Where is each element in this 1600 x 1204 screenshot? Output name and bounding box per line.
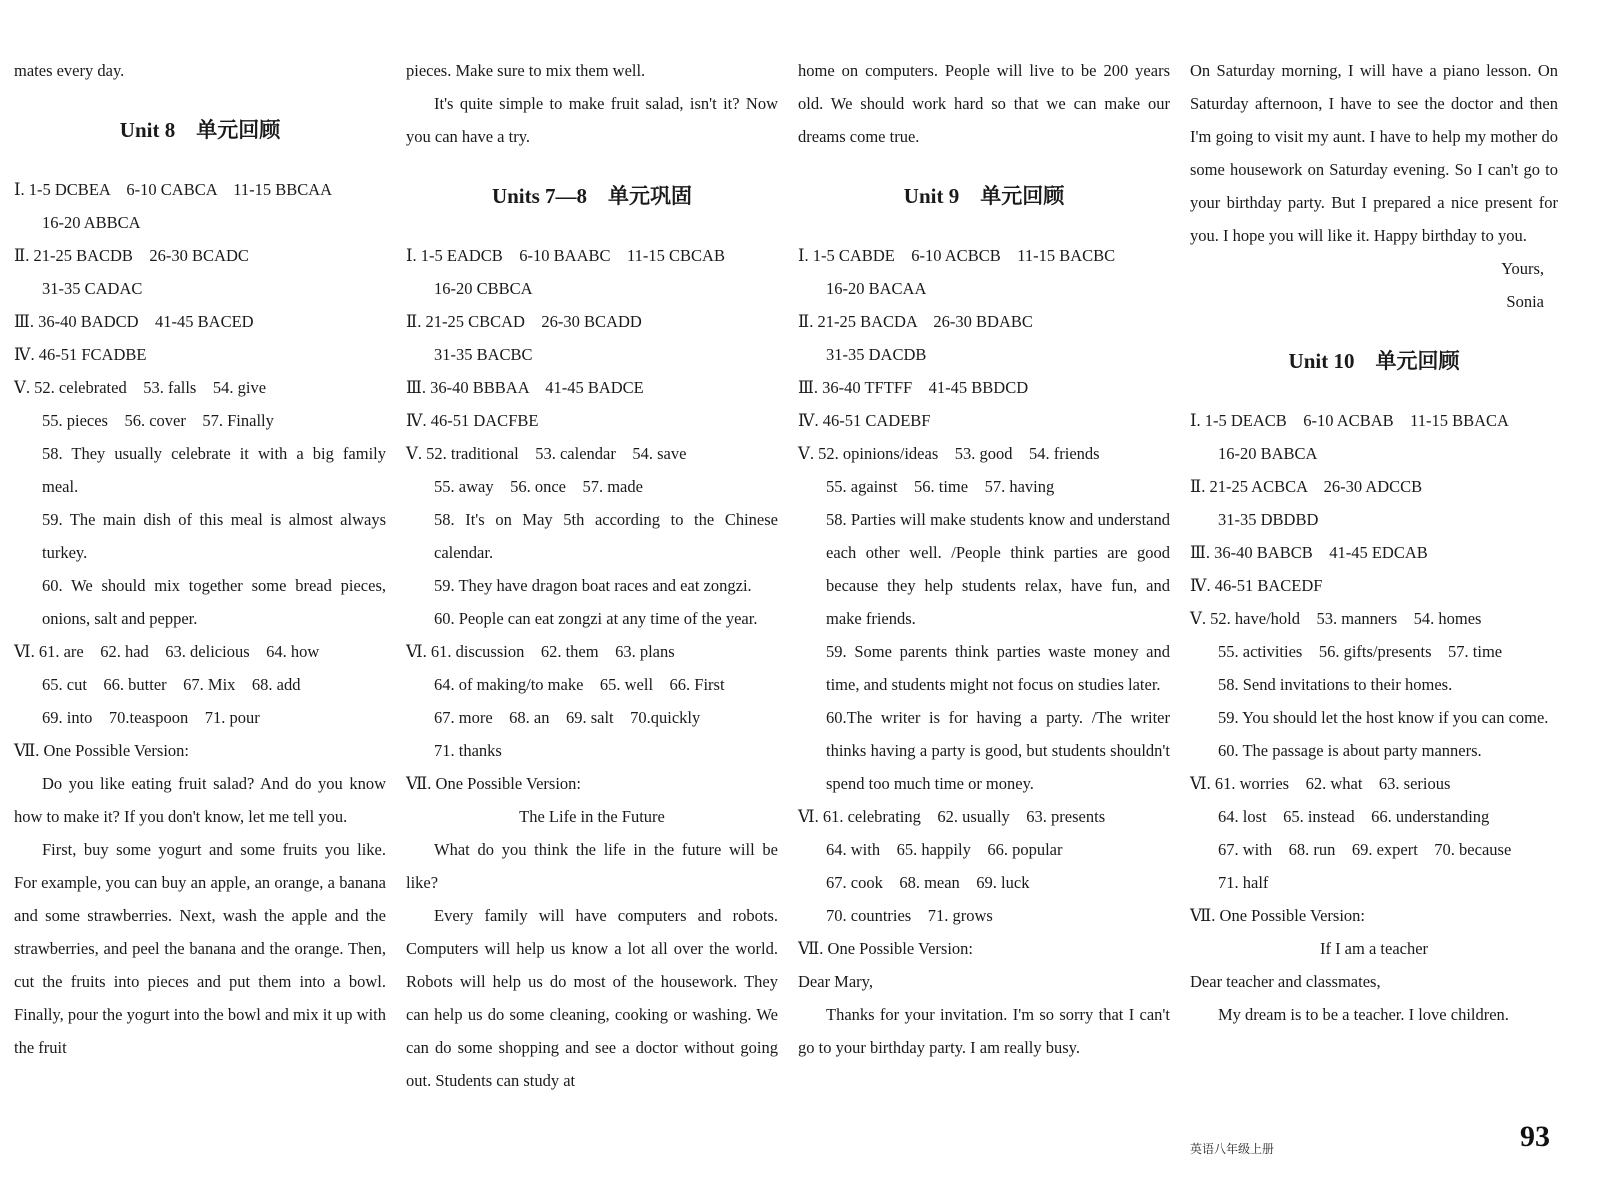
column-1 — [14, 54, 386, 1064]
section-heading: Units 7—8 单元巩固 — [491, 184, 693, 208]
answer-line: 58. Send invitations to their homes. — [1218, 675, 1453, 694]
answer-line: 65. cut 66. butter 67. Mix 68. add — [42, 675, 301, 694]
column-2 — [406, 54, 778, 1097]
answer-line: Ⅶ. One Possible Version: — [798, 939, 973, 958]
section-heading: Unit 8 单元回顾 — [119, 118, 281, 142]
answer-line: 60. The passage is about party manners. — [1218, 741, 1482, 760]
answer-line: 59. You should let the host know if you can come. — [1218, 708, 1549, 727]
column-3 — [798, 54, 1170, 1064]
essay-title: If I am a teacher — [1319, 939, 1429, 958]
answer-line: Ⅴ. 52. celebrated 53. falls 54. give — [14, 378, 267, 397]
answer-line: 55. pieces 56. cover 57. Finally — [42, 411, 274, 430]
answer-line: 58. Parties will make students know and understand each other well. /People think parties are good because they help students relax, have fun, and make friends. — [826, 510, 1170, 628]
answer-line: 64. with 65. happily 66. popular — [826, 840, 1063, 859]
column-4 — [1190, 54, 1558, 1031]
answer-line: Ⅲ. 36-40 BBBAA 41-45 BADCE — [406, 378, 644, 397]
answer-line: Ⅵ. 61. are 62. had 63. delicious 64. how — [14, 642, 320, 661]
text-line: home on computers. People will live to be 200 years old. We should work hard so that we can make our dreams come true. — [798, 61, 1170, 146]
answer-line: 71. half — [1218, 873, 1269, 892]
answer-line: Ⅶ. One Possible Version: — [14, 741, 189, 760]
letter-greeting: Dear Mary, — [798, 972, 873, 991]
answer-line: 55. away 56. once 57. made — [434, 477, 643, 496]
answer-line: Ⅶ. One Possible Version: — [406, 774, 581, 793]
answer-line: 67. cook 68. mean 69. luck — [826, 873, 1030, 892]
essay-paragraph: Thanks for your invitation. I'm so sorry that I can't go to your birthday party. I am really busy. — [798, 1005, 1170, 1057]
answer-line: Ⅵ. 61. worries 62. what 63. serious — [1190, 774, 1451, 793]
answer-line: Ⅱ. 21-25 ACBCA 26-30 ADCCB — [1190, 477, 1423, 496]
answer-line: 71. thanks — [434, 741, 502, 760]
text-line: pieces. Make sure to mix them well. — [406, 61, 646, 80]
answer-line: Ⅲ. 36-40 TFTFF 41-45 BBDCD — [798, 378, 1029, 397]
answer-line: Ⅳ. 46-51 FCADBE — [14, 345, 147, 364]
footer-subject: 英语八年级上册 — [1190, 1142, 1275, 1156]
essay-paragraph: What do you think the life in the future will be like? — [406, 840, 778, 892]
answer-line: 67. with 68. run 69. expert 70. because — [1218, 840, 1512, 859]
answer-line: 31-35 DBDBD — [1218, 510, 1319, 529]
essay-paragraph: My dream is to be a teacher. I love children. — [1218, 1005, 1509, 1024]
text-line: It's quite simple to make fruit salad, isn't it? Now you can have a try. — [406, 94, 778, 146]
answer-line: 64. lost 65. instead 66. understanding — [1218, 807, 1490, 826]
essay-title: The Life in the Future — [519, 807, 665, 826]
essay-paragraph: First, buy some yogurt and some fruits you like. For example, you can buy an apple, an orange, a banana and some strawberries. Next, wash the apple and the strawberries, and peel the banana and the orange. Then, cut the fruits into pieces and put them into a bowl. Finally, pour the yogurt into the bowl and mix it up with the fruit — [14, 840, 386, 1057]
answer-line: 31-35 BACBC — [434, 345, 533, 364]
answer-line: 59. The main dish of this meal is almost always turkey. — [42, 510, 386, 562]
answer-line: Ⅲ. 36-40 BABCB 41-45 EDCAB — [1190, 543, 1428, 562]
answer-line: Ⅵ. 61. celebrating 62. usually 63. presents — [798, 807, 1106, 826]
answer-line: 31-35 CADAC — [42, 279, 143, 298]
letter-greeting: Dear teacher and classmates, — [1190, 972, 1381, 991]
answer-line: 55. against 56. time 57. having — [826, 477, 1055, 496]
answer-line: 16-20 BABCA — [1218, 444, 1318, 463]
answer-line: Ⅳ. 46-51 BACEDF — [1190, 576, 1323, 595]
answer-line: Ⅰ. 1-5 DEACB 6-10 ACBAB 11-15 BBACA — [1190, 411, 1509, 430]
answer-line: Ⅳ. 46-51 CADEBF — [798, 411, 931, 430]
answer-line: 16-20 ABBCA — [42, 213, 141, 232]
answer-line: Ⅶ. One Possible Version: — [1190, 906, 1365, 925]
answer-line: 31-35 DACDB — [826, 345, 927, 364]
answer-line: Ⅱ. 21-25 BACDA 26-30 BDABC — [798, 312, 1033, 331]
answer-line: 59. They have dragon boat races and eat zongzi. — [434, 576, 752, 595]
answer-line: Ⅱ. 21-25 CBCAD 26-30 BCADD — [406, 312, 642, 331]
answer-line: 60. People can eat zongzi at any time of the year. — [434, 609, 758, 628]
answer-line: Ⅵ. 61. discussion 62. them 63. plans — [406, 642, 675, 661]
answer-line: 69. into 70.teaspoon 71. pour — [42, 708, 260, 727]
page-number: 93 — [1520, 1120, 1550, 1153]
section-heading: Unit 9 单元回顾 — [903, 184, 1065, 208]
section-heading: Unit 10 单元回顾 — [1288, 349, 1460, 373]
letter-signature: Sonia — [1506, 292, 1544, 311]
answer-line: 70. countries 71. grows — [826, 906, 993, 925]
answer-line: 16-20 BACAA — [826, 279, 927, 298]
answer-line: Ⅴ. 52. opinions/ideas 53. good 54. friends — [798, 444, 1100, 463]
essay-paragraph: Do you like eating fruit salad? And do you know how to make it? If you don't know, let me tell you. — [14, 774, 386, 826]
answer-line: 60.The writer is for having a party. /The writer thinks having a party is good, but students shouldn't spend too much time or money. — [826, 708, 1170, 793]
essay-paragraph: Every family will have computers and robots. Computers will help us know a lot all over the world. Robots will help us do most of the housework. They can help us do some cleaning, cooking or washing. We can do some shopping and see a doctor without going out. Students can study at — [406, 906, 778, 1090]
answer-line: 59. Some parents think parties waste money and time, and students might not focus on studies later. — [826, 642, 1170, 694]
answer-line: 67. more 68. an 69. salt 70.quickly — [434, 708, 701, 727]
answer-line: Ⅱ. 21-25 BACDB 26-30 BCADC — [14, 246, 249, 265]
answer-line: 58. They usually celebrate it with a big family meal. — [42, 444, 386, 496]
answer-line: Ⅰ. 1-5 EADCB 6-10 BAABC 11-15 CBCAB — [406, 246, 725, 265]
text-line: mates every day. — [14, 61, 125, 80]
answer-line: Ⅰ. 1-5 DCBEA 6-10 CABCA 11-15 BBCAA — [14, 180, 333, 199]
answer-line: Ⅲ. 36-40 BADCD 41-45 BACED — [14, 312, 254, 331]
text-line: On Saturday morning, I will have a piano lesson. On Saturday afternoon, I have to see the doctor and then I'm going to visit my aunt. I have to help my mother do some housework on Saturday evening. So I can't go to your birthday party. But I prepared a nice present for you. I hope you will like it. Happy birthday to you. — [1190, 61, 1558, 245]
letter-closing: Yours, — [1501, 259, 1544, 278]
answer-line: 60. We should mix together some bread pieces, onions, salt and pepper. — [42, 576, 386, 628]
answer-line: Ⅴ. 52. traditional 53. calendar 54. save — [406, 444, 687, 463]
answer-line: 16-20 CBBCA — [434, 279, 533, 298]
answer-line: Ⅴ. 52. have/hold 53. manners 54. homes — [1190, 609, 1482, 628]
answer-line: 64. of making/to make 65. well 66. First — [434, 675, 725, 694]
answer-line: 58. It's on May 5th according to the Chinese calendar. — [434, 510, 778, 562]
answer-line: Ⅰ. 1-5 CABDE 6-10 ACBCB 11-15 BACBC — [798, 246, 1116, 265]
answer-line: Ⅳ. 46-51 DACFBE — [406, 411, 539, 430]
answer-line: 55. activities 56. gifts/presents 57. time — [1218, 642, 1503, 661]
